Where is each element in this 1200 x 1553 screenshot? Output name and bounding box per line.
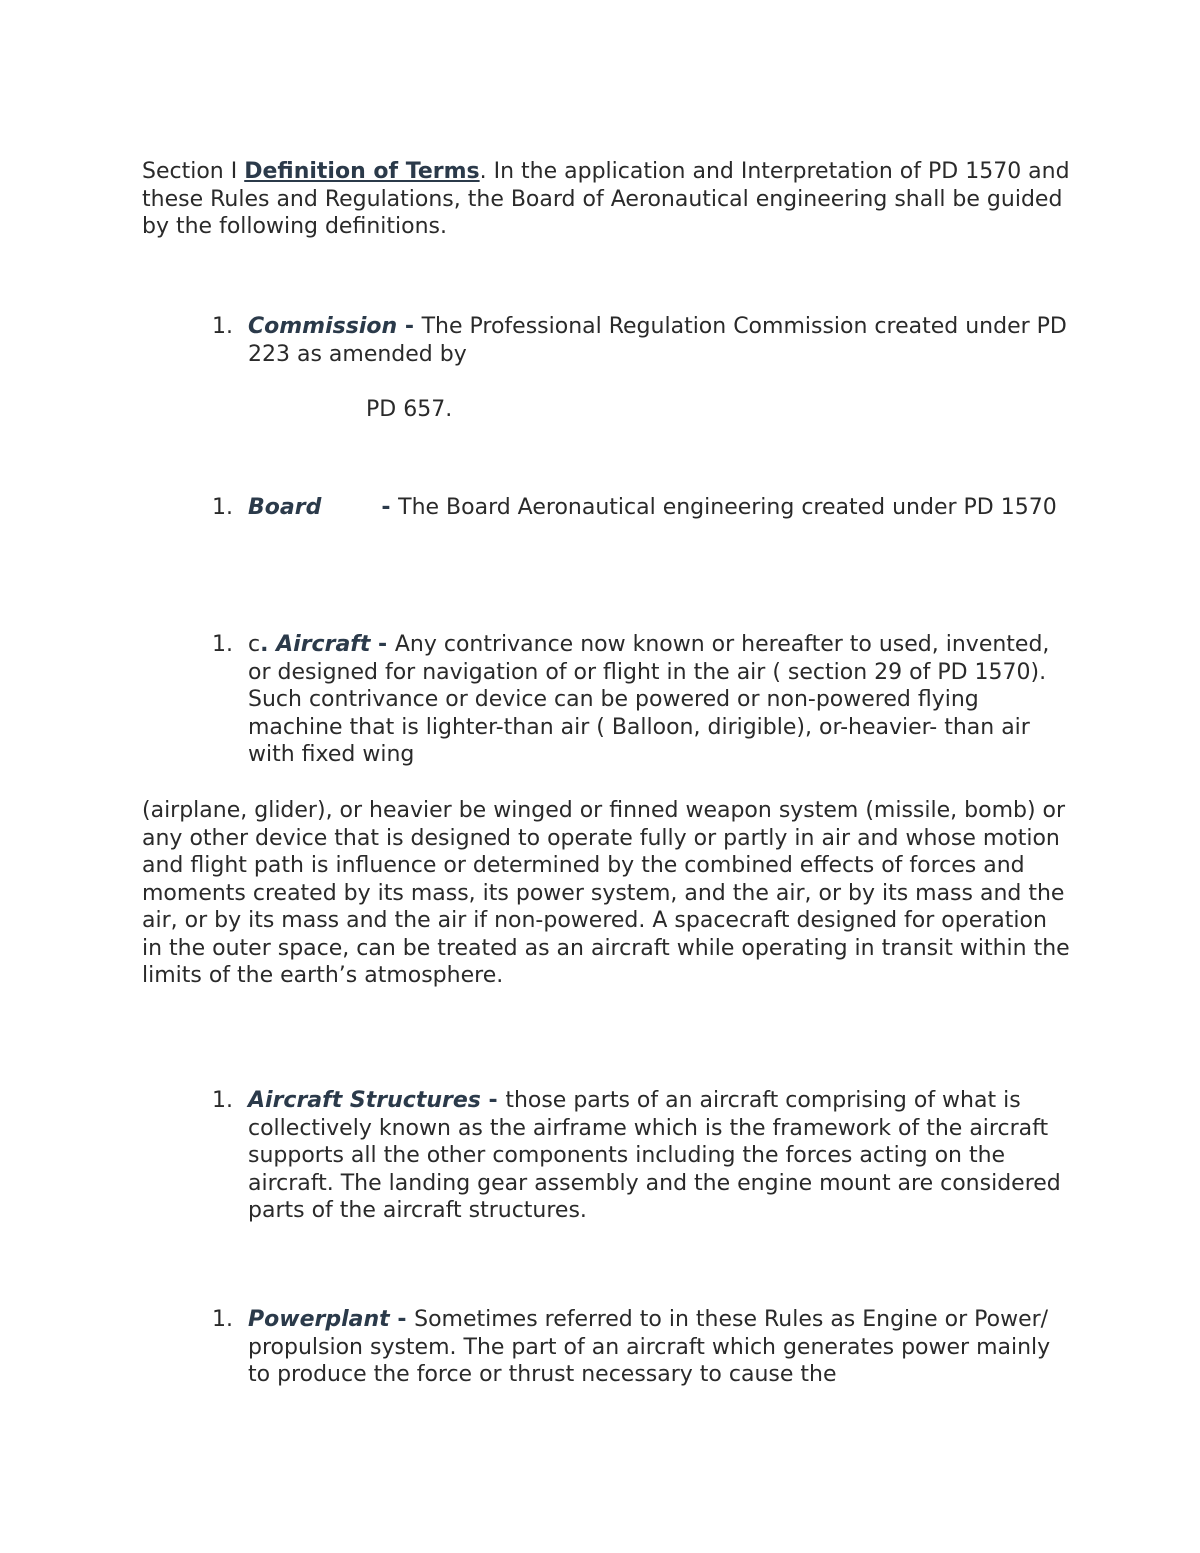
- term-dash: -: [397, 314, 422, 339]
- item-prefix-dot: .: [260, 632, 277, 657]
- term-dash: -: [370, 632, 395, 657]
- list-number: 1.: [212, 314, 233, 339]
- term-dash: -: [381, 495, 399, 520]
- list-item-aircraft-structures: [212, 1087, 1072, 1225]
- term-powerplant: Powerplant: [248, 1307, 390, 1332]
- term-commission: Commission: [248, 314, 398, 339]
- list-item-aircraft: [212, 631, 1072, 769]
- section-label: Section I: [142, 159, 245, 184]
- term-aircraft: Aircraft: [276, 632, 371, 657]
- list-item-body: [248, 494, 1072, 522]
- list-item-body: [248, 631, 1072, 769]
- section-intro-text: . In the application and Interpretation of PD 1570 and these Rules and Regulations, the Board of Aeronautical engineering shall be guided by the following definitions.: [142, 159, 1070, 239]
- term-dash: -: [480, 1088, 506, 1113]
- list-item-body: [248, 313, 1072, 368]
- definition-aircraft: Any contrivance now known or hereafter to used, invented, or designed for navigation of or flight in the air ( section 29 of PD 1570). Such contrivance or device can be powered or non-powered flying machine that is lighter-than air ( Balloon, dirigible), or-heavier- than air with fixed wing: [248, 632, 1050, 767]
- definition-commission: The Professional Regulation Commission created under PD 223 as amended by: [248, 314, 1067, 367]
- term-dash: -: [389, 1307, 415, 1332]
- list-item-body: [248, 1306, 1072, 1389]
- list-number: 1.: [212, 632, 233, 657]
- definition-board: The Board Aeronautical engineering created under PD 1570: [398, 495, 1057, 520]
- commission-continuation: PD 657.: [366, 397, 453, 422]
- list-item-body: [248, 1087, 1072, 1225]
- term-aircraft-structures: Aircraft Structures: [248, 1088, 481, 1113]
- list-number: 1.: [212, 495, 233, 520]
- definition-powerplant: Sometimes referred to in these Rules as Engine or Power/ propulsion system. The part of an aircraft which generates power mainly to produce the force or thrust necessary to cause the: [248, 1307, 1051, 1387]
- list-item-commission: [212, 313, 1072, 368]
- list-number: 1.: [212, 1088, 233, 1113]
- term-board: Board: [248, 495, 322, 520]
- list-item-board: [212, 494, 1072, 522]
- list-number: 1.: [212, 1307, 233, 1332]
- list-item-powerplant: [212, 1306, 1072, 1389]
- section-title: Definition of Terms: [244, 159, 480, 184]
- aircraft-continuation-paragraph: (airplane, glider), or heavier be winged or finned weapon system (missile, bomb) or any other device that is designed to operate fully or partly in air and whose motion and flight path is influence or determined by the combined effects of forces and moments created by its mass, its power system, and the air, or by its mass and the air, or by its mass and the air if non-powered. A spacecraft designed for operation in the outer space, can be treated as an aircraft while operating in transit within the limits of the earth’s atmosphere.: [142, 798, 1070, 988]
- item-prefix-letter: c: [248, 632, 261, 657]
- section-intro-paragraph: [142, 158, 1072, 241]
- definition-aircraft-structures: those parts of an aircraft comprising of what is collectively known as the airframe which is the framework of the aircraft supports all the other components including the forces acting on the aircraft. The landing gear assembly and the engine mount are considered parts of the aircraft structures.: [248, 1088, 1061, 1223]
